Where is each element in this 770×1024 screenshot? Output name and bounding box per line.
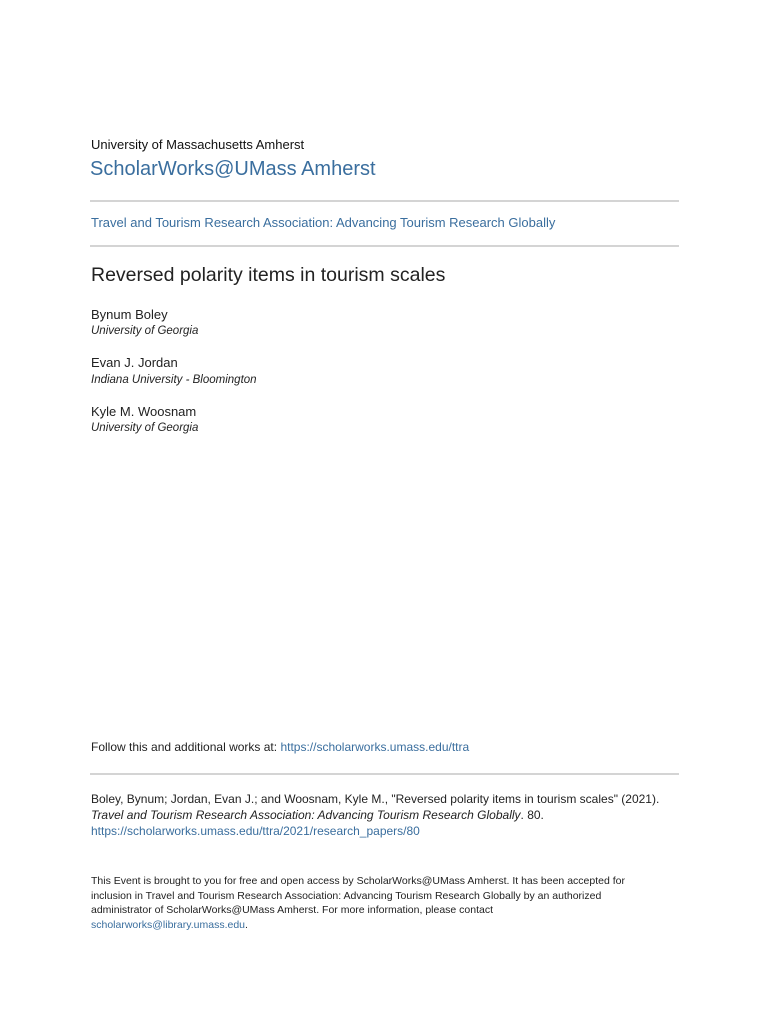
paper-title: Reversed polarity items in tourism scales — [91, 264, 446, 286]
author-affiliation: University of Georgia — [91, 422, 199, 434]
follow-line — [91, 740, 469, 754]
citation-number: . 80. — [520, 808, 544, 822]
institution-name: University of Massachusetts Amherst — [91, 137, 305, 152]
notice-line: administrator of ScholarWorks@UMass Amherst. For more information, please contact — [91, 904, 494, 917]
notice-end: . — [245, 918, 248, 931]
divider-middle — [90, 245, 679, 247]
citation-authors-line: Boley, Bynum; Jordan, Evan J.; and Woosnam, Kyle M., "Reversed polarity items in tourism scales" (2021). — [91, 792, 660, 806]
author-affiliation: University of Georgia — [91, 325, 199, 337]
follow-label: Follow this and additional works at: — [91, 740, 281, 754]
divider-bottom — [90, 773, 679, 775]
notice-line: inclusion in Travel and Tourism Research Association: Advancing Tourism Research Globally by an authorized — [91, 889, 602, 902]
citation-source-line — [91, 807, 691, 823]
access-notice — [91, 874, 681, 932]
divider-top — [90, 200, 679, 202]
author-name: Bynum Boley — [91, 307, 168, 322]
author-affiliation: Indiana University - Bloomington — [91, 374, 257, 386]
notice-line: This Event is brought to you for free and open access by ScholarWorks@UMass Amherst. It has been accepted for — [91, 875, 625, 887]
notice-contact-line — [91, 918, 681, 933]
contact-email-link[interactable]: scholarworks@library.umass.edu — [91, 918, 246, 931]
author-name: Evan J. Jordan — [91, 355, 178, 370]
collection-link[interactable]: Travel and Tourism Research Association: Advancing Tourism Research Globally — [91, 215, 556, 230]
citation-series: Travel and Tourism Research Association: Advancing Tourism Research Globally — [91, 808, 521, 822]
repository-link[interactable]: ScholarWorks@UMass Amherst — [90, 158, 376, 180]
author-name: Kyle M. Woosnam — [91, 404, 197, 419]
citation-link[interactable]: https://scholarworks.umass.edu/ttra/2021/research_papers/80 — [91, 824, 420, 838]
follow-link[interactable]: https://scholarworks.umass.edu/ttra — [280, 740, 470, 754]
citation-block — [91, 791, 691, 839]
